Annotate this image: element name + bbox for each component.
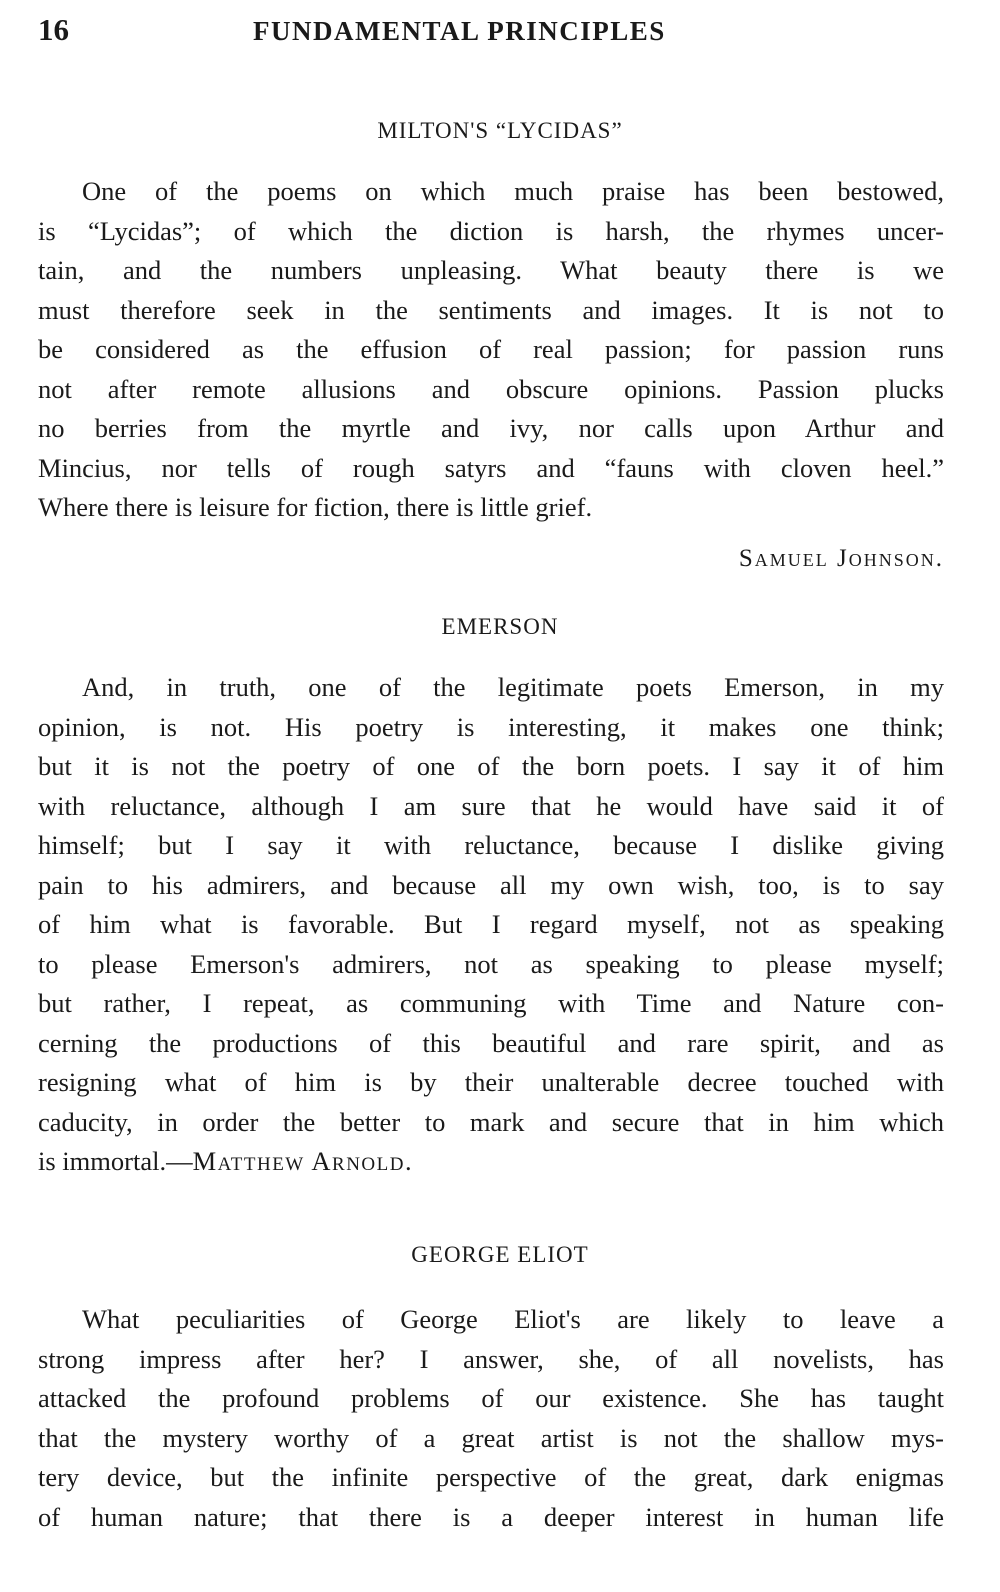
text-line: but rather, I repeat, as communing with Time and Nature con-	[38, 988, 944, 1018]
text-line: but it is not the poetry of one of the born poets. I say it of him	[38, 751, 944, 781]
text-line: One of the poems on which much praise has been bestowed,	[82, 176, 944, 206]
text-line: of him what is favorable. But I regard myself, not as speaking	[38, 909, 944, 939]
section-heading-lycidas: MILTON'S “LYCIDAS”	[377, 118, 623, 143]
paragraph-emerson	[38, 668, 944, 1182]
text-line: And, in truth, one of the legitimate poets Emerson, in my	[82, 672, 944, 702]
text-line: opinion, is not. His poetry is interesting, it makes one think;	[38, 711, 944, 742]
running-title: FUNDAMENTAL PRINCIPLES	[253, 16, 666, 46]
text-line: himself; but I say it with reluctance, because I dislike giving	[38, 830, 944, 860]
text-line-final	[38, 1142, 944, 1182]
text-line: Mincius, nor tells of rough satyrs and “fauns with cloven heel.”	[38, 452, 944, 483]
text-line: caducity, in order the better to mark and secure that in him which	[38, 1106, 944, 1137]
paragraph-eliot	[38, 1300, 944, 1537]
section-heading-emerson: EMERSON	[441, 614, 559, 639]
text-line: to please Emerson's admirers, not as speaking to please myself;	[38, 948, 944, 979]
text-line: resigning what of him is by their unalterable decree touched with	[38, 1067, 944, 1097]
text-line: must therefore seek in the sentiments and images. It is not to	[38, 294, 944, 325]
final-line-text: is immortal.—	[38, 1146, 193, 1176]
text-line: not after remote allusions and obscure opinions. Passion plucks	[38, 373, 944, 404]
text-line: What peculiarities of George Eliot's are likely to leave a	[82, 1304, 944, 1334]
text-line: Where there is leisure for fiction, there is little grief.	[38, 492, 593, 522]
text-line: strong impress after her? I answer, she, of all novelists, has	[38, 1343, 944, 1374]
text-line: be considered as the effusion of real passion; for passion runs	[38, 334, 944, 364]
text-line: attacked the profound problems of our existence. She has taught	[38, 1383, 944, 1413]
text-line: of human nature; that there is a deeper interest in human life	[38, 1501, 944, 1532]
attribution-johnson: Samuel Johnson.	[738, 545, 944, 572]
text-line: with reluctance, although I am sure that he would have said it of	[38, 790, 944, 821]
text-line: pain to his admirers, and because all my own wish, too, is to say	[38, 869, 944, 900]
text-line: cerning the productions of this beautiful and rare spirit, and as	[38, 1027, 944, 1058]
text-line: no berries from the myrtle and ivy, nor calls upon Arthur and	[38, 413, 944, 443]
section-heading-eliot: GEORGE ELIOT	[411, 1242, 589, 1267]
text-line: tain, and the numbers unpleasing. What beauty there is we	[38, 255, 944, 285]
text-line: is “Lycidas”; of which the diction is harsh, the rhymes uncer-	[38, 215, 944, 246]
text-line: that the mystery worthy of a great artist is not the shallow mys-	[38, 1422, 944, 1453]
page-number: 16	[38, 12, 69, 47]
text-line: tery device, but the infinite perspective of the great, dark enigmas	[38, 1462, 944, 1492]
attribution-arnold: Matthew Arnold.	[192, 1146, 414, 1176]
running-head	[38, 12, 948, 52]
paragraph-lycidas	[38, 172, 944, 528]
